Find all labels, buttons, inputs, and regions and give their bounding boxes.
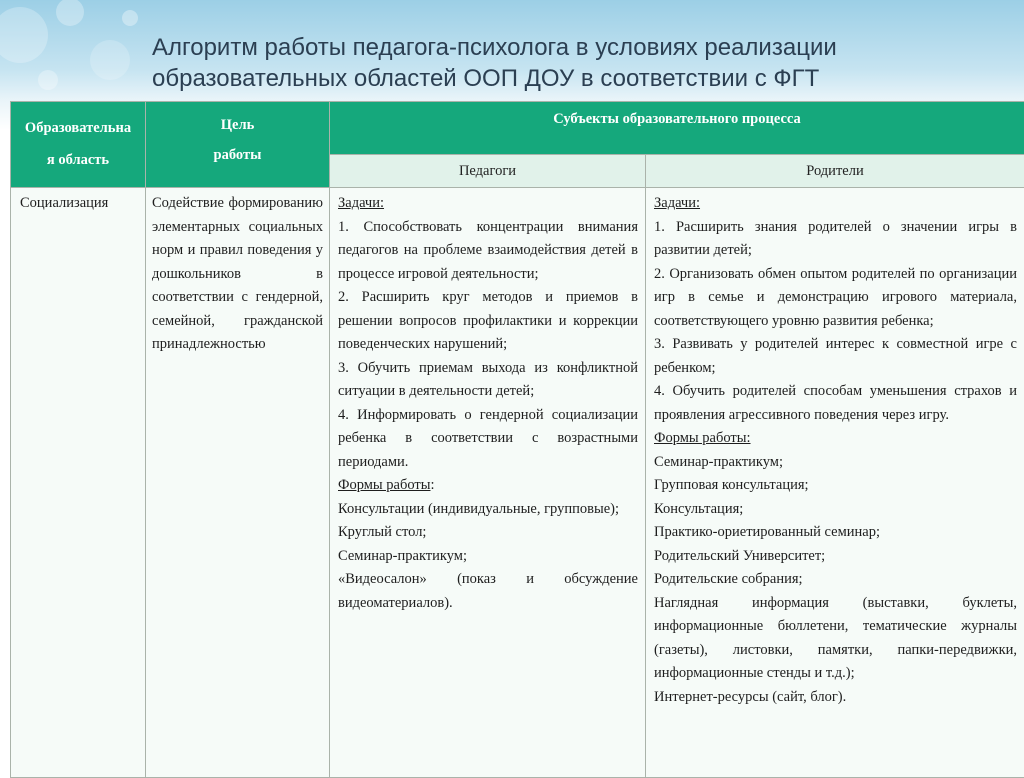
algorithm-table xyxy=(10,101,1024,778)
cell-area: Социализация xyxy=(11,188,146,778)
header-area xyxy=(11,102,146,188)
slide-title xyxy=(152,32,1012,94)
header-goal-line-2: работы xyxy=(146,140,329,170)
teachers-form-4: «Видеосалон» (показ и обсуждение видеоматериалов). xyxy=(338,568,638,615)
parents-form-8: Интернет-ресурсы (сайт, блог). xyxy=(654,686,1017,710)
parents-task-1: 1. Расширить знания родителей о значении игры в развитии детей; xyxy=(654,216,1017,263)
parents-form-2: Групповая консультация; xyxy=(654,474,1017,498)
parents-task-3: 3. Развивать у родителей интерес к совместной игре с ребенком; xyxy=(654,333,1017,380)
cell-parents xyxy=(646,188,1024,778)
header-area-line-2: я область xyxy=(11,144,145,176)
teachers-task-1: 1. Способствовать концентрации внимания педагогов на проблеме взаимодействия детей в процессе игровой деятельности; xyxy=(338,216,638,287)
header-teachers: Педагоги xyxy=(330,155,646,188)
parents-form-6: Родительские собрания; xyxy=(654,568,1017,592)
parents-form-1: Семинар-практикум; xyxy=(654,451,1017,475)
parents-tasks-label: Задачи: xyxy=(654,192,1017,216)
parents-task-2: 2. Организовать обмен опытом родителей по организации игр в семье и демонстрацию игрового материала, соответствующего уровню развития ребенка; xyxy=(654,263,1017,334)
parents-task-4: 4. Обучить родителей способам уменьшения страхов и проявления агрессивного поведения через игру. xyxy=(654,380,1017,427)
header-goal xyxy=(146,102,330,188)
teachers-forms-colon: : xyxy=(430,477,434,493)
teachers-form-2: Круглый стол; xyxy=(338,521,638,545)
header-goal-line-1: Цель xyxy=(146,110,329,140)
teachers-forms-heading xyxy=(338,474,638,498)
teachers-forms-label: Формы работы xyxy=(338,477,430,493)
parents-form-4: Практико-ориетированный семинар; xyxy=(654,521,1017,545)
parents-forms-label: Формы работы: xyxy=(654,427,1017,451)
cell-teachers xyxy=(330,188,646,778)
teachers-form-1: Консультации (индивидуальные, групповые); xyxy=(338,498,638,522)
slide-title-line-1: Алгоритм работы педагога-психолога в условиях реализации xyxy=(152,32,1012,63)
header-parents: Родители xyxy=(646,155,1024,188)
parents-form-7: Наглядная информация (выставки, буклеты, информационные бюллетени, тематические журналы (газеты), листовки, памятки, папки-передвижки, информационные стенды и т.д.); xyxy=(654,592,1017,686)
teachers-form-3: Семинар-практикум; xyxy=(338,545,638,569)
cell-goal: Содействие формированию элементарных социальных норм и правил поведения у дошкольников в соответствии с гендерной, семейной, гражданской принадлежностью xyxy=(146,188,330,778)
teachers-tasks-label: Задачи: xyxy=(338,192,638,216)
teachers-task-3: 3. Обучить приемам выхода из конфликтной ситуации в деятельности детей; xyxy=(338,357,638,404)
parents-form-5: Родительский Университет; xyxy=(654,545,1017,569)
parents-form-3: Консультация; xyxy=(654,498,1017,522)
header-area-line-1: Образовательна xyxy=(11,112,145,144)
teachers-task-4: 4. Информировать о гендерной социализации ребенка в соответствии с возрастными периодами. xyxy=(338,404,638,475)
header-subjects: Субъекты образовательного процесса xyxy=(330,102,1024,155)
teachers-task-2: 2. Расширить круг методов и приемов в решении вопросов профилактики и коррекции поведенческих нарушений; xyxy=(338,286,638,357)
slide-title-line-2: образовательных областей ООП ДОУ в соответствии с ФГТ xyxy=(152,63,1012,94)
